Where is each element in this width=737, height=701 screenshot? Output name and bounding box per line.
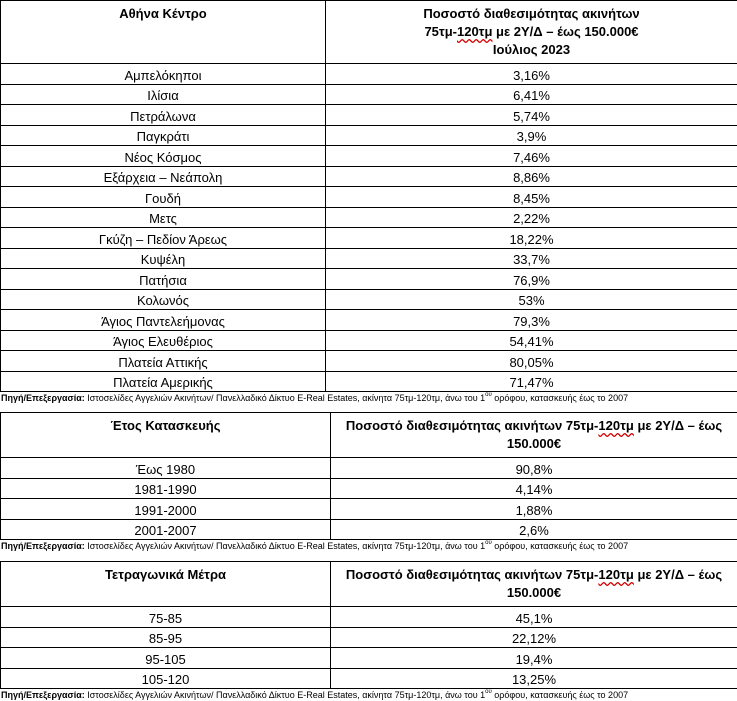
table-row — [1, 248, 737, 269]
availability-value-cell: 2,22% — [326, 207, 737, 228]
table-row — [1, 607, 737, 628]
year-label-cell: 1991-2000 — [1, 499, 331, 520]
availability-value-cell: 80,05% — [326, 351, 737, 372]
size-label-cell: 75-85 — [1, 607, 331, 628]
header-availability: Ποσοστό διαθεσιμότητας ακινήτων 75τμ-120τμ με 2Υ/Δ – έως 150.000€ — [331, 562, 737, 607]
source-note: Πηγή/Επεξεργασία: Ιστοσελίδες Αγγελιών Ακινήτων/ Πανελλαδικό Δίκτυο E-Real Estates, ακίνητα 75τμ-120τμ, άνω του $1^{o\upsilon}$ ορόφου, κατασκευής έως το 2007 — [1, 689, 629, 700]
area-label-cell: Παγκράτι — [1, 125, 326, 146]
area-label-cell: Πατήσια — [1, 269, 326, 290]
area-label-cell: Μετς — [1, 207, 326, 228]
availability-value-cell: 54,41% — [326, 330, 737, 351]
year-label-cell: 1981-1990 — [1, 478, 331, 499]
size-label-cell: 105-120 — [1, 668, 331, 689]
source-note: Πηγή/Επεξεργασία: Ιστοσελίδες Αγγελιών Ακινήτων/ Πανελλαδικό Δίκτυο E-Real Estates, ακίνητα 75τμ-120τμ, άνω του $1^{o\upsilon}$ ορόφου, κατασκευής έως το 2007 — [1, 392, 629, 403]
availability-value-cell: 6,41% — [326, 84, 737, 105]
table-row — [1, 648, 737, 669]
availability-value-cell: 7,46% — [326, 146, 737, 167]
header-availability-line1: Ποσοστό διαθεσιμότητας ακινήτων — [423, 6, 640, 21]
table-row — [1, 207, 737, 228]
table-row — [1, 478, 737, 499]
availability-value-cell: 19,4% — [331, 648, 737, 669]
area-label-cell: Πλατεία Αμερικής — [1, 371, 326, 392]
table-row — [1, 310, 737, 331]
header-area-label: Αθήνα Κέντρο — [119, 6, 207, 21]
table-row — [1, 146, 737, 167]
table-row — [1, 330, 737, 351]
area-label-cell: Εξάρχεια – Νεάπολη — [1, 166, 326, 187]
area-label-cell: Πετράλωνα — [1, 105, 326, 126]
header-availability-line2: 75τμ-120τμ με 2Υ/Δ – έως 150.000€ — [424, 24, 639, 39]
availability-value-cell: 71,47% — [326, 371, 737, 392]
source-note: Πηγή/Επεξεργασία: Ιστοσελίδες Αγγελιών Ακινήτων/ Πανελλαδικό Δίκτυο E-Real Estates, ακίνητα 75τμ-120τμ, άνω του $1^{o\upsilon}$ ορόφου, κατασκευής έως το 2007 — [1, 540, 629, 551]
year-label-cell: 2001-2007 — [1, 519, 331, 540]
area-label-cell: Αμπελόκηποι — [1, 64, 326, 85]
table-row — [1, 668, 737, 689]
table-row — [1, 351, 737, 372]
year-label-cell: Έως 1980 — [1, 458, 331, 479]
area-label-cell: Κυψέλη — [1, 248, 326, 269]
table-construction-year — [0, 412, 737, 540]
table-row — [1, 519, 737, 540]
availability-value-cell: 1,88% — [331, 499, 737, 520]
availability-value-cell: 45,1% — [331, 607, 737, 628]
table-body — [1, 458, 737, 540]
table-row — [1, 627, 737, 648]
header-availability — [326, 1, 737, 64]
availability-value-cell: 5,74% — [326, 105, 737, 126]
availability-value-cell: 22,12% — [331, 627, 737, 648]
availability-value-cell: 76,9% — [326, 269, 737, 290]
table-row — [1, 289, 737, 310]
table-row — [1, 499, 737, 520]
table-row — [1, 84, 737, 105]
header-availability: Ποσοστό διαθεσιμότητας ακινήτων 75τμ-120τμ με 2Υ/Δ – έως 150.000€ — [331, 413, 737, 458]
area-label-cell: Νέος Κόσμος — [1, 146, 326, 167]
area-label-cell: Άγιος Ελευθέριος — [1, 330, 326, 351]
header-square-meters: Τετραγωνικά Μέτρα — [1, 562, 331, 607]
area-label-cell: Άγιος Παντελεήμονας — [1, 310, 326, 331]
table-row — [1, 105, 737, 126]
availability-value-cell: 3,16% — [326, 64, 737, 85]
table-row — [1, 166, 737, 187]
availability-value-cell: 79,3% — [326, 310, 737, 331]
availability-value-cell: 8,45% — [326, 187, 737, 208]
table-body — [1, 64, 737, 392]
table-square-meters — [0, 561, 737, 689]
availability-value-cell: 8,86% — [326, 166, 737, 187]
table-header-row — [1, 562, 737, 607]
size-label-cell: 85-95 — [1, 627, 331, 648]
availability-value-cell: 13,25% — [331, 668, 737, 689]
availability-value-cell: 33,7% — [326, 248, 737, 269]
table-row — [1, 125, 737, 146]
table-square-meters-block — [0, 561, 737, 701]
header-construction-year: Έτος Κατασκευής — [1, 413, 331, 458]
table-header-row — [1, 1, 737, 64]
size-label-cell: 95-105 — [1, 648, 331, 669]
area-label-cell: Ιλίσια — [1, 84, 326, 105]
table-row — [1, 269, 737, 290]
availability-value-cell: 18,22% — [326, 228, 737, 249]
availability-value-cell: 2,6% — [331, 519, 737, 540]
area-label-cell: Κολωνός — [1, 289, 326, 310]
area-label-cell: Γουδή — [1, 187, 326, 208]
table-row — [1, 64, 737, 85]
table-construction-year-block — [0, 412, 737, 552]
table-row — [1, 458, 737, 479]
table-row — [1, 187, 737, 208]
table-body — [1, 607, 737, 689]
area-label-cell: Πλατεία Αττικής — [1, 351, 326, 372]
availability-value-cell: 53% — [326, 289, 737, 310]
table-row — [1, 371, 737, 392]
area-label-cell: Γκύζη – Πεδίον Άρεως — [1, 228, 326, 249]
header-area — [1, 1, 326, 64]
table-header-row — [1, 413, 737, 458]
table-row — [1, 228, 737, 249]
header-availability-date: Ιούλιος 2023 — [492, 42, 571, 57]
availability-value-cell: 90,8% — [331, 458, 737, 479]
availability-value-cell: 3,9% — [326, 125, 737, 146]
availability-value-cell: 4,14% — [331, 478, 737, 499]
